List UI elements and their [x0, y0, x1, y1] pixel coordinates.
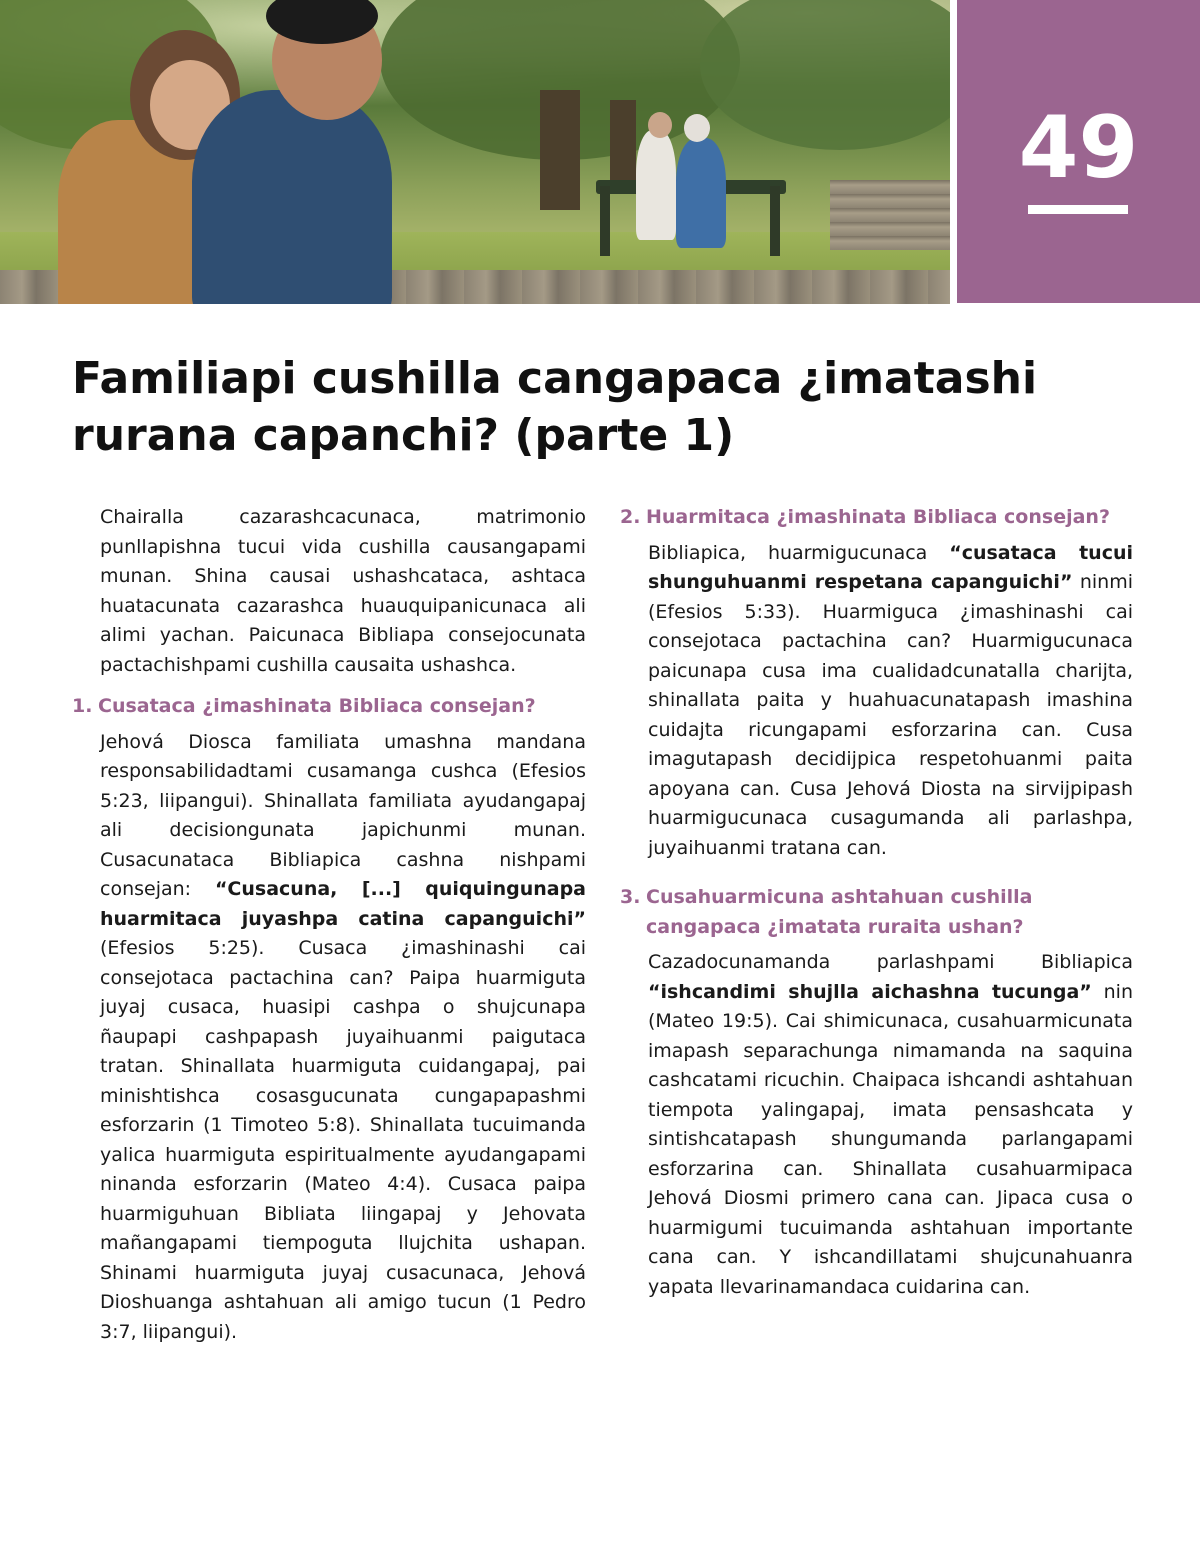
- section-1-scripture-quote: “Cusacuna, [...] quiquingunapa huarmitaca juyashpa catina capanguichi”: [100, 878, 586, 930]
- older-man: [636, 130, 676, 240]
- section-1-text-a: Jehová Diosca familiata umashna mandana responsabilidadtami cusamanga cushca (Efesios 5:23, liipangui). Shinallata familiata ayudangapaj ali decisiongunata japichunmi munan. Cusacunataca Bibliapica cashna nishpami consejan:: [100, 730, 586, 900]
- young-man: [192, 90, 392, 304]
- section-2-scripture-quote: “cusataca tucui shunguhuanmi respetana capanguichi”: [648, 541, 1134, 593]
- section-3-number: 3.: [620, 886, 641, 908]
- section-1-heading: [72, 692, 586, 722]
- badge-underline: [1028, 205, 1128, 214]
- section-2-heading: [620, 503, 1133, 533]
- section-3-text-a: Cazadocunamanda parlashpami Bibliapica: [648, 951, 1133, 973]
- right-column: [620, 503, 1133, 1302]
- section-2-text-b: ninmi (Efesios 5:33). Huarmiguca ¿imashinashi cai consejotaca pactachina can? Huarmigucunaca paicunapa cusa ima cualidadcunatalla charijta, shinallata paita y huahuacunatapash imashina cuidajta ricungapami esforzarina can. Cusa imagutapash decidijpica respetohuanmi paita apoyana can. Cusa Jehová Diosta na sirvijpipash huarmigucunaca cusagumanda ali parlashpa, juyaihuanmi tratana can.: [648, 571, 1133, 859]
- section-2-number: 2.: [620, 506, 641, 528]
- section-3-title: Cusahuarmicuna ashtahuan cushilla cangapaca ¿imatata ruraita ushan?: [646, 886, 1033, 938]
- lesson-number-badge: [957, 0, 1200, 303]
- section-1-paragraph: [100, 728, 586, 1348]
- section-2-paragraph: [648, 539, 1133, 864]
- section-3-scripture-quote: “ishcandimi shujlla aichashna tucunga”: [648, 980, 1092, 1003]
- page-title: Familiapi cushilla cangapaca ¿imatashi rurana capanchi? (parte 1): [72, 353, 1038, 461]
- section-1-number: 1.: [72, 695, 93, 717]
- section-1-title: Cusataca ¿imashinata Bibliaca consejan?: [98, 695, 536, 717]
- section-2-text-a: Bibliapica, huarmigucunaca: [648, 541, 950, 564]
- header-photo: [0, 0, 950, 304]
- section-3-paragraph: [648, 948, 1133, 1302]
- older-woman: [676, 138, 726, 248]
- section-1-text-b: (Efesios 5:25). Cusaca ¿imashinashi cai consejotaca pactachina can? Paipa huarmiguta juyaj cusaca, huasipi cashpa o shujcunapa ñaupapi cashpapash juyaihuanmi paigutaca tratan. Shinallata huarmiguta cuidangapaj, pai minishtishca cosasgucunata cungapapashmi esforzarin (1 Timoteo 5:8). Shinallata tucuimanda yalica huarmiguta espiritualmente ayudangapami ninanda esforzarin (Mateo 4:4). Cusaca paipa huarmiguhuan Bibliata liingapaj y Jehovata mañangapami tiempoguta llujchita ushapan. Shinami huarmiguta juyaj cusacunaca, Jehová Dioshuanga ashtahuan ali amigo tucun (1 Pedro 3:7, liipangui).: [100, 937, 586, 1343]
- section-3-heading: [620, 883, 1133, 942]
- intro-paragraph: Chairalla cazarashcacunaca, matrimonio punllapishna tucui vida cushilla causangapami munan. Shina causai ushashcataca, ashtaca huatacunata cazarashca huauquipanicunaca ali alimi yachan. Paicunaca Bibliapa consejocunata pactachishpami cushilla causaita ushashca.: [100, 506, 586, 676]
- lesson-number: 49: [1018, 98, 1139, 198]
- section-2-title: Huarmitaca ¿imashinata Bibliaca consejan?: [646, 506, 1110, 528]
- left-column: [72, 503, 586, 1347]
- section-3-text-b: nin (Mateo 19:5). Cai shimicunaca, cusahuarmicunata imapash separachunga nimamanda na saquina cashcatami ricuchin. Chaipaca ishcandi ashtahuan tiempota yalingapaj, imata pensashcata y sintishcatapash shungumanda parlangapami esforzarina can. Shinallata cusahuarmipaca Jehová Diosmi primero cana can. Jipaca cusa o huarmigumi tucuimanda ashtahuan importante cana can. Y ishcandillatami shujcunahuanra yapata llevarinamandaca cuidarina can.: [648, 980, 1133, 1298]
